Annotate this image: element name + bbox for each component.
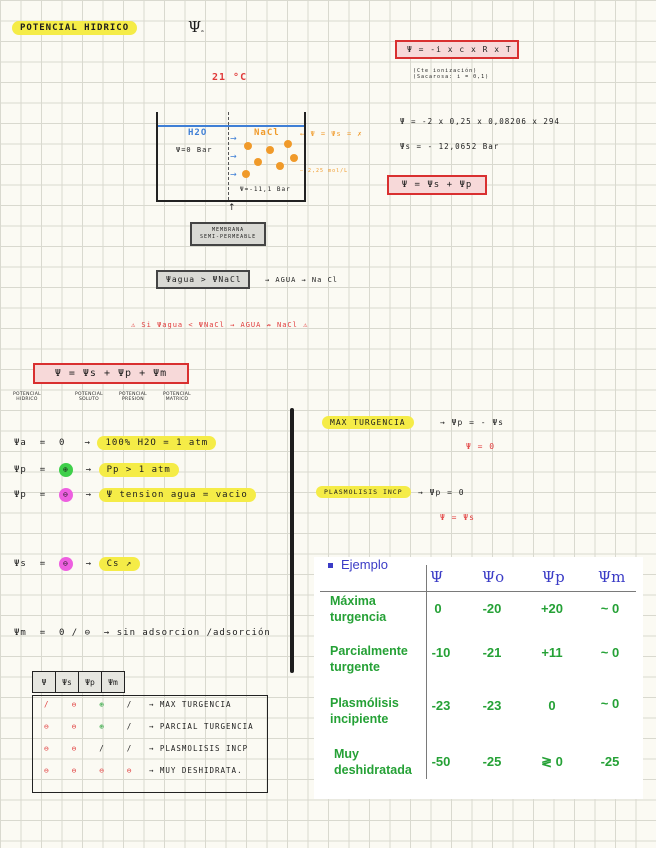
plasmolisis-label: PLASMOLISIS INCP bbox=[316, 486, 411, 498]
main-formula: Ψ = Ψs + Ψp + Ψm bbox=[33, 363, 189, 384]
example-cell: -25 bbox=[482, 754, 502, 769]
beaker-right-label: NaCl bbox=[254, 128, 280, 138]
example-cell: -23 bbox=[482, 698, 502, 713]
example-row-label: Muy deshidratada bbox=[334, 747, 412, 777]
caption-solute: POTENCIAL SOLUTO bbox=[75, 392, 103, 402]
row-psi-p-positive: Ψp = ⊕ → Pp > 1 atm bbox=[14, 463, 179, 477]
water-level bbox=[158, 125, 304, 127]
hand-table-header-cell: Ψ bbox=[33, 672, 56, 693]
hand-table-header-cell: Ψm bbox=[102, 672, 125, 693]
beaker-left-value: Ψ=0 Bar bbox=[176, 146, 213, 154]
vertical-divider bbox=[290, 408, 294, 673]
hand-table-header-cell: Ψp bbox=[79, 672, 102, 693]
solute-particle bbox=[276, 162, 284, 170]
max-turgencia-eq-1: → Ψp = - Ψs bbox=[440, 418, 504, 427]
row-psi-a: Ψa = 0 → 100% H2O = 1 atm bbox=[14, 438, 216, 448]
example-cell: -50 bbox=[431, 754, 451, 769]
hand-table-row: ⊖ ⊖ / / → PLASMOLISIS INCP bbox=[44, 744, 249, 753]
example-cell: ~ 0 bbox=[600, 645, 620, 660]
max-turgencia-eq-2: Ψ = 0 bbox=[466, 442, 496, 451]
solute-particle bbox=[242, 170, 250, 178]
row-psi-m: Ψm = 0 / ⊖ → sin adsorcion /adsorción bbox=[14, 628, 271, 638]
up-arrow: ↑ bbox=[228, 203, 236, 213]
beaker-bottom-value: Ψ=-11,1 Bar bbox=[240, 186, 291, 193]
example-title: Ejemplo bbox=[328, 557, 388, 572]
example-table bbox=[314, 557, 643, 799]
beaker-eq-note: ← Ψ = Ψs = ✗ bbox=[300, 130, 363, 138]
compare-box: Ψagua > ΨNaCl bbox=[156, 270, 250, 289]
page-title: POTENCIAL HIDRICO bbox=[12, 21, 137, 35]
example-cell: ≷ 0 bbox=[541, 754, 563, 769]
warning-line: ⚠ Si Ψagua < ΨNaCl → AGUA ↛ NaCl ⚠ bbox=[131, 321, 309, 329]
caption-pressure: POTENCIAL PRESION bbox=[119, 392, 147, 402]
row-psi-s: Ψs = ⊖ → Cs ↗ bbox=[14, 557, 140, 571]
example-cell: -25 bbox=[600, 754, 620, 769]
solute-particle bbox=[290, 154, 298, 162]
solute-particle bbox=[284, 140, 292, 148]
example-col-header: Ψo bbox=[482, 568, 505, 586]
formula-solute-potential: Ψ = -i x c x R x T bbox=[395, 40, 519, 59]
hand-table bbox=[32, 671, 268, 793]
plasmolisis-eq-2: Ψ = Ψs bbox=[440, 513, 475, 522]
row-psi-p-negative: Ψp = ⊖ → Ψ tension agua = vacio bbox=[14, 488, 256, 502]
beaker-conc-note: — 2,25 mol/L bbox=[300, 168, 349, 174]
beaker-left-label: H2O bbox=[188, 128, 208, 138]
example-cell: +11 bbox=[541, 645, 563, 660]
example-cell: -23 bbox=[431, 698, 451, 713]
example-col-header: Ψp bbox=[542, 568, 565, 586]
formula-total-potential: Ψ = Ψs + Ψp bbox=[387, 175, 487, 195]
hand-table-row: ⊖ ⊖ ⊕ / → PARCIAL TURGENCIA bbox=[44, 722, 254, 731]
example-row-label: Máxima turgencia bbox=[330, 594, 387, 624]
example-row-label: Parcialmente turgente bbox=[330, 644, 408, 674]
membrane-line bbox=[228, 112, 229, 200]
hand-table-row: / ⊖ ⊕ / → MAX TURGENCIA bbox=[44, 700, 232, 709]
temperature-label: 21 °C bbox=[212, 72, 248, 83]
plasmolisis-eq-1: → Ψp = 0 bbox=[418, 488, 465, 497]
example-cell: 0 bbox=[548, 698, 556, 713]
example-cell: -10 bbox=[431, 645, 451, 660]
hand-table-body bbox=[32, 695, 268, 793]
caption-matric: POTENCIAL MATRICO bbox=[163, 392, 191, 402]
title-psi-symbol: Ψₐ bbox=[188, 18, 204, 36]
calc-line-2: Ψs = - 12,0652 Bar bbox=[400, 142, 500, 151]
example-cell: 0 bbox=[434, 601, 442, 616]
solute-particle bbox=[254, 158, 262, 166]
water-flow-arrow: → bbox=[230, 152, 237, 161]
hand-table-row: ⊖ ⊖ ⊖ ⊖ → MUY DESHIDRATA. bbox=[44, 766, 243, 775]
hand-table-header bbox=[33, 672, 125, 693]
water-flow-arrow: → bbox=[230, 134, 237, 143]
calc-line-1: Ψ = -2 x 0,25 x 0,08206 x 294 bbox=[400, 117, 560, 126]
caption-potential: POTENCIAL HIDRICO bbox=[13, 392, 41, 402]
example-label-rule bbox=[426, 565, 427, 779]
compare-result: → AGUA → Na Cl bbox=[265, 276, 339, 284]
example-cell: -21 bbox=[482, 645, 502, 660]
example-col-header: Ψm bbox=[598, 568, 626, 586]
max-turgencia-label: MAX TURGENCIA bbox=[322, 416, 414, 429]
hand-table-header-cell: Ψs bbox=[56, 672, 79, 693]
water-flow-arrow: → bbox=[230, 170, 237, 179]
example-header-rule bbox=[320, 591, 636, 592]
example-row-label: Plasmólisis incipiente bbox=[330, 696, 399, 726]
membrane-label: MEMBRANA SEMI-PERMEABLE bbox=[190, 222, 266, 246]
solute-particle bbox=[266, 146, 274, 154]
example-cell: ~ 0 bbox=[600, 696, 620, 711]
solute-particle bbox=[244, 142, 252, 150]
example-col-header: Ψ bbox=[430, 568, 444, 586]
example-cell: +20 bbox=[540, 601, 564, 616]
formula-note: (Cte ionización) (Sacarosa: i = 0,1) bbox=[413, 68, 490, 80]
example-cell: -20 bbox=[482, 601, 502, 616]
beaker bbox=[156, 112, 306, 202]
example-cell: ~ 0 bbox=[600, 601, 620, 616]
